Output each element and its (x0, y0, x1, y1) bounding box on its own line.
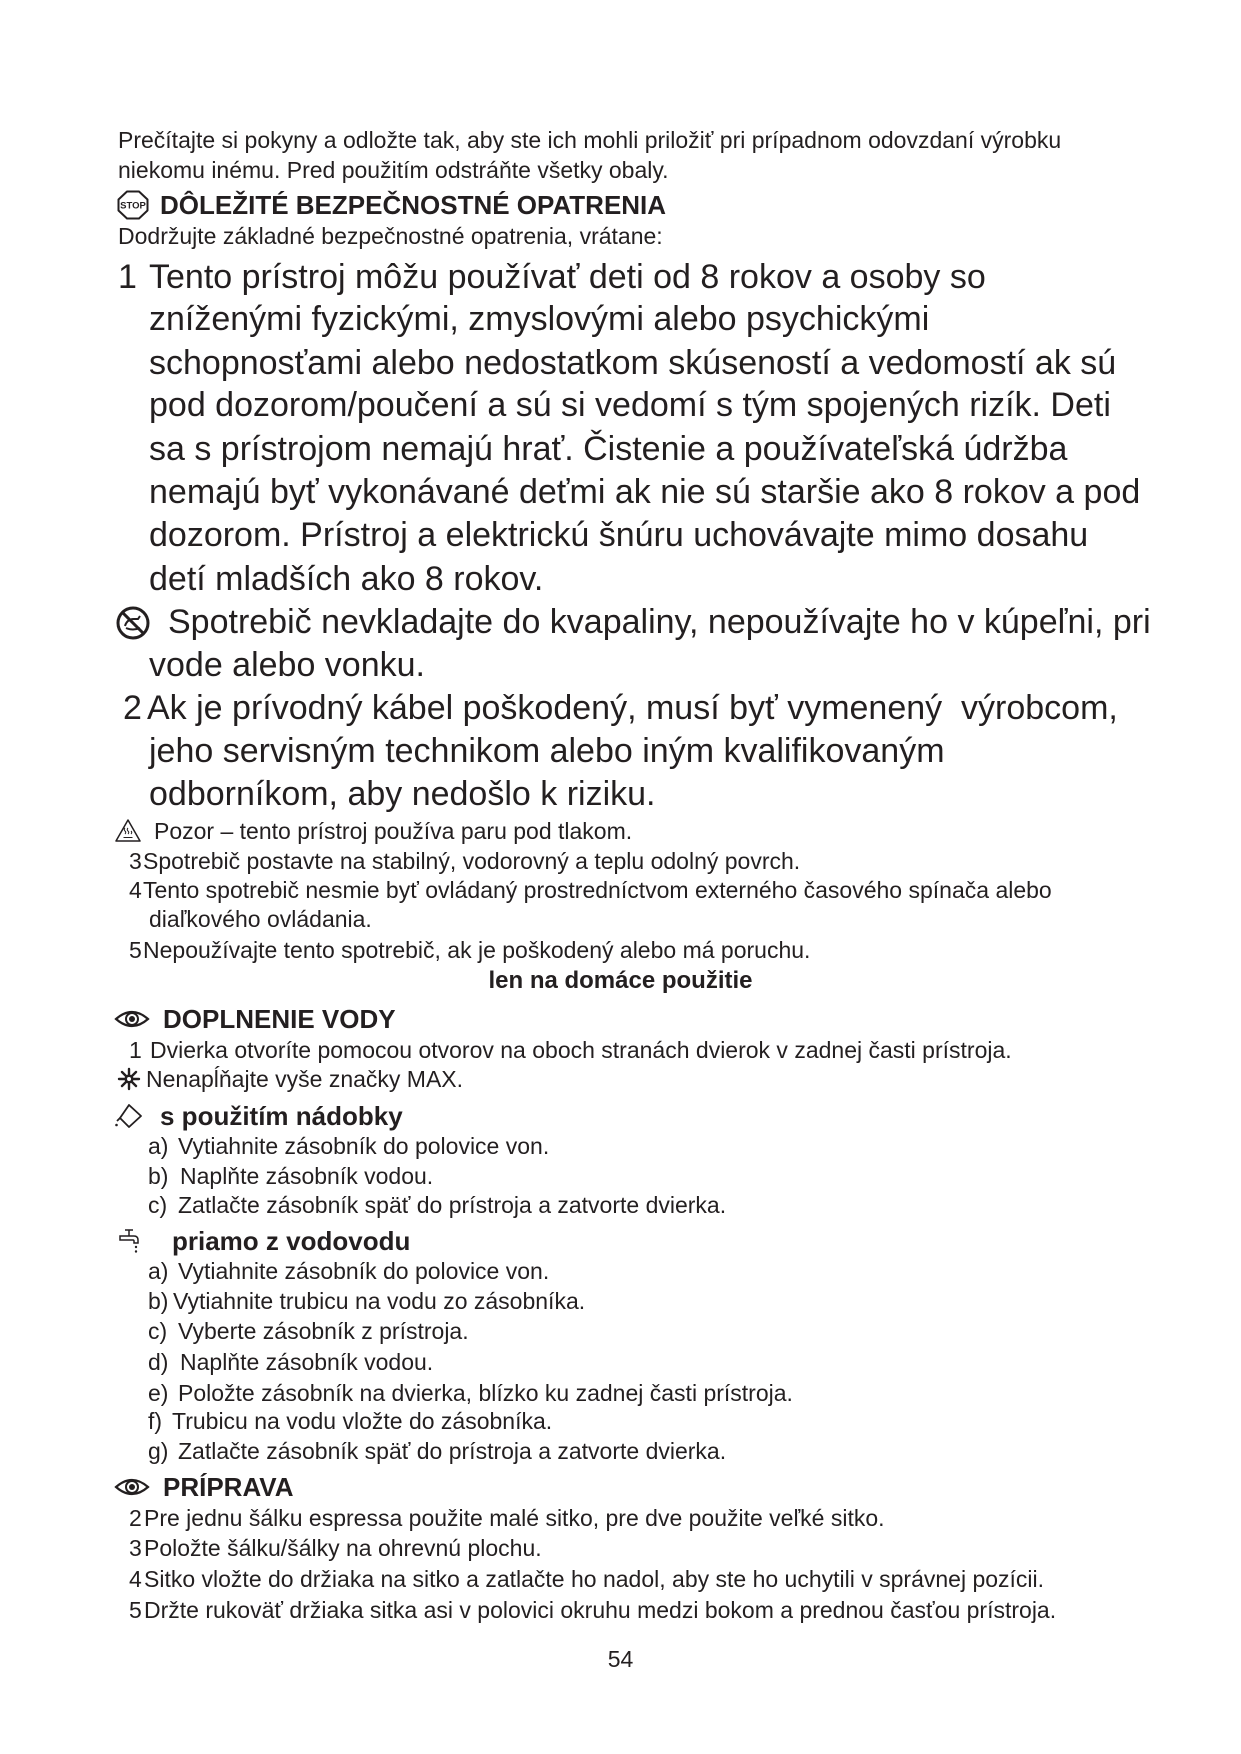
preparation-step-text: Držte rukoväť držiaka sitka asi v polovici okruhu medzi bokom a prednou časťou prístroja. (144, 1597, 1057, 1623)
safety-item4-line: Tento spotrebič nesmie byť ovládaný prostredníctvom externého časového spínača alebo (143, 877, 1052, 903)
preparation-step-number: 5 (129, 1597, 142, 1623)
preparation-title: PRÍPRAVA (163, 1472, 294, 1502)
preparation-step-text: Pre jednu šálku espressa použite malé sitko, pre dve použite veľké sitko. (144, 1505, 885, 1531)
no-immersion-line: vode alebo vonku. (149, 646, 425, 684)
preparation-step-text: Položte šálku/šálky na ohrevnú plochu. (144, 1535, 542, 1561)
list-letter: c) (148, 1192, 168, 1218)
filling-step-text: Dvierka otvoríte pomocou otvorov na oboch stranách dvierok v zadnej časti prístroja. (150, 1037, 1012, 1063)
list-letter: b) (148, 1288, 169, 1314)
preparation-step-number: 2 (129, 1505, 142, 1531)
household-use-note: len na domáce použitie (488, 967, 753, 994)
safety-item-number: 4 (129, 877, 142, 903)
list-letter: g) (148, 1438, 169, 1464)
list-letter: f) (148, 1408, 163, 1434)
preparation-step-number: 3 (129, 1535, 142, 1561)
safety-title: DÔLEŽITÉ BEZPEČNOSTNÉ OPATRENIA (160, 190, 667, 220)
safety-item-number: 2 (123, 689, 142, 727)
safety-item1-line: Tento prístroj môžu používať deti od 8 rokov a osoby so (149, 258, 986, 296)
list-letter: e) (148, 1380, 169, 1406)
filling-title: DOPLNENIE VODY (163, 1004, 396, 1034)
no-immersion-line: Spotrebič nevkladajte do kvapaliny, nepoužívajte ho v kúpeľni, pri (168, 603, 1151, 641)
safety-subtitle: Dodržujte základné bezpečnostné opatrenia, vrátane: (118, 223, 663, 249)
safety-item1-line: sa s prístrojom nemajú hrať. Čistenie a používateľská údržba (149, 430, 1068, 468)
safety-item-number: 3 (129, 848, 142, 874)
jug-icon (114, 1102, 144, 1130)
preparation-step-number: 4 (129, 1566, 142, 1592)
safety-item1-line: schopnosťami alebo nedostatkom skúseností a vedomostí ak sú (149, 344, 1117, 382)
safety-item-number: 1 (118, 258, 137, 296)
list-item: Vytiahnite zásobník do polovice von. (178, 1133, 550, 1159)
stop-icon-label: STOP (120, 200, 146, 212)
tap-icon (116, 1227, 142, 1255)
filling-step-number: 1 (129, 1037, 142, 1063)
no-immersion-icon (115, 605, 151, 641)
safety-item2-line: jeho servisným technikom alebo iným kvalifikovaným (149, 732, 945, 770)
starburst-icon (117, 1067, 141, 1091)
safety-item1-line: dozorom. Prístroj a elektrickú šnúru uchovávajte mimo dosahu (149, 516, 1089, 554)
list-letter: a) (148, 1133, 169, 1159)
list-item: Naplňte zásobník vodou. (180, 1349, 434, 1375)
safety-item3-text: Spotrebič postavte na stabilný, vodorovný a teplu odolný povrch. (143, 848, 801, 874)
page-number: 54 (607, 1646, 634, 1672)
stop-sign-icon (117, 190, 149, 220)
safety-item1-line: detí mladších ako 8 rokov. (149, 560, 544, 598)
list-item: Naplňte zásobník vodou. (180, 1163, 434, 1189)
eye-icon (114, 1476, 150, 1498)
list-item: Vytiahnite trubicu na vodu zo zásobníka. (173, 1288, 586, 1314)
list-item: Zatlačte zásobník späť do prístroja a zatvorte dvierka. (178, 1192, 727, 1218)
safety-item1-line: pod dozorom/poučení a sú si vedomí s tým spojených rizík. Deti (149, 386, 1111, 424)
list-letter: d) (148, 1349, 169, 1375)
safety-item5-text: Nepoužívajte tento spotrebič, ak je poškodený alebo má poruchu. (143, 937, 811, 963)
safety-item2-line: odborníkom, aby nedošlo k riziku. (149, 775, 656, 813)
max-note-text: Nenapĺňajte vyše značky MAX. (146, 1066, 464, 1092)
intro-line: Prečítajte si pokyny a odložte tak, aby ste ich mohli priložiť pri prípadnom odovzdaní výrobku (118, 127, 1062, 153)
safety-item4-line: diaľkového ovládania. (149, 906, 372, 932)
list-item: Vytiahnite zásobník do polovice von. (178, 1258, 550, 1284)
safety-item2-line: Ak je prívodný kábel poškodený, musí byť vymenený výrobcom, (147, 689, 1118, 727)
intro-line: niekomu inému. Pred použitím odstráňte všetky obaly. (118, 157, 669, 183)
safety-item1-line: nemajú byť vykonávané deťmi ak nie sú staršie ako 8 rokov a pod (149, 473, 1141, 511)
safety-item-number: 5 (129, 937, 142, 963)
eye-icon (114, 1008, 150, 1030)
warning-text: Pozor – tento prístroj používa paru pod tlakom. (154, 818, 633, 844)
from-tap-title: priamo z vodovodu (172, 1226, 411, 1256)
list-letter: a) (148, 1258, 169, 1284)
preparation-step-text: Sitko vložte do držiaka na sitko a zatlačte ho nadol, aby ste ho uchytili v správnej pozícii. (144, 1566, 1045, 1592)
safety-item1-line: zníženými fyzickými, zmyslovými alebo psychickými (149, 300, 930, 338)
list-item: Zatlačte zásobník späť do prístroja a zatvorte dvierka. (178, 1438, 727, 1464)
list-item: Vyberte zásobník z prístroja. (178, 1318, 469, 1344)
list-letter: b) (148, 1163, 169, 1189)
list-item: Trubicu na vodu vložte do zásobníka. (172, 1408, 553, 1434)
list-item: Položte zásobník na dvierka, blízko ku zadnej časti prístroja. (178, 1380, 793, 1406)
list-letter: c) (148, 1318, 168, 1344)
with-jug-title: s použitím nádobky (160, 1101, 403, 1131)
warning-steam-icon (114, 818, 142, 843)
